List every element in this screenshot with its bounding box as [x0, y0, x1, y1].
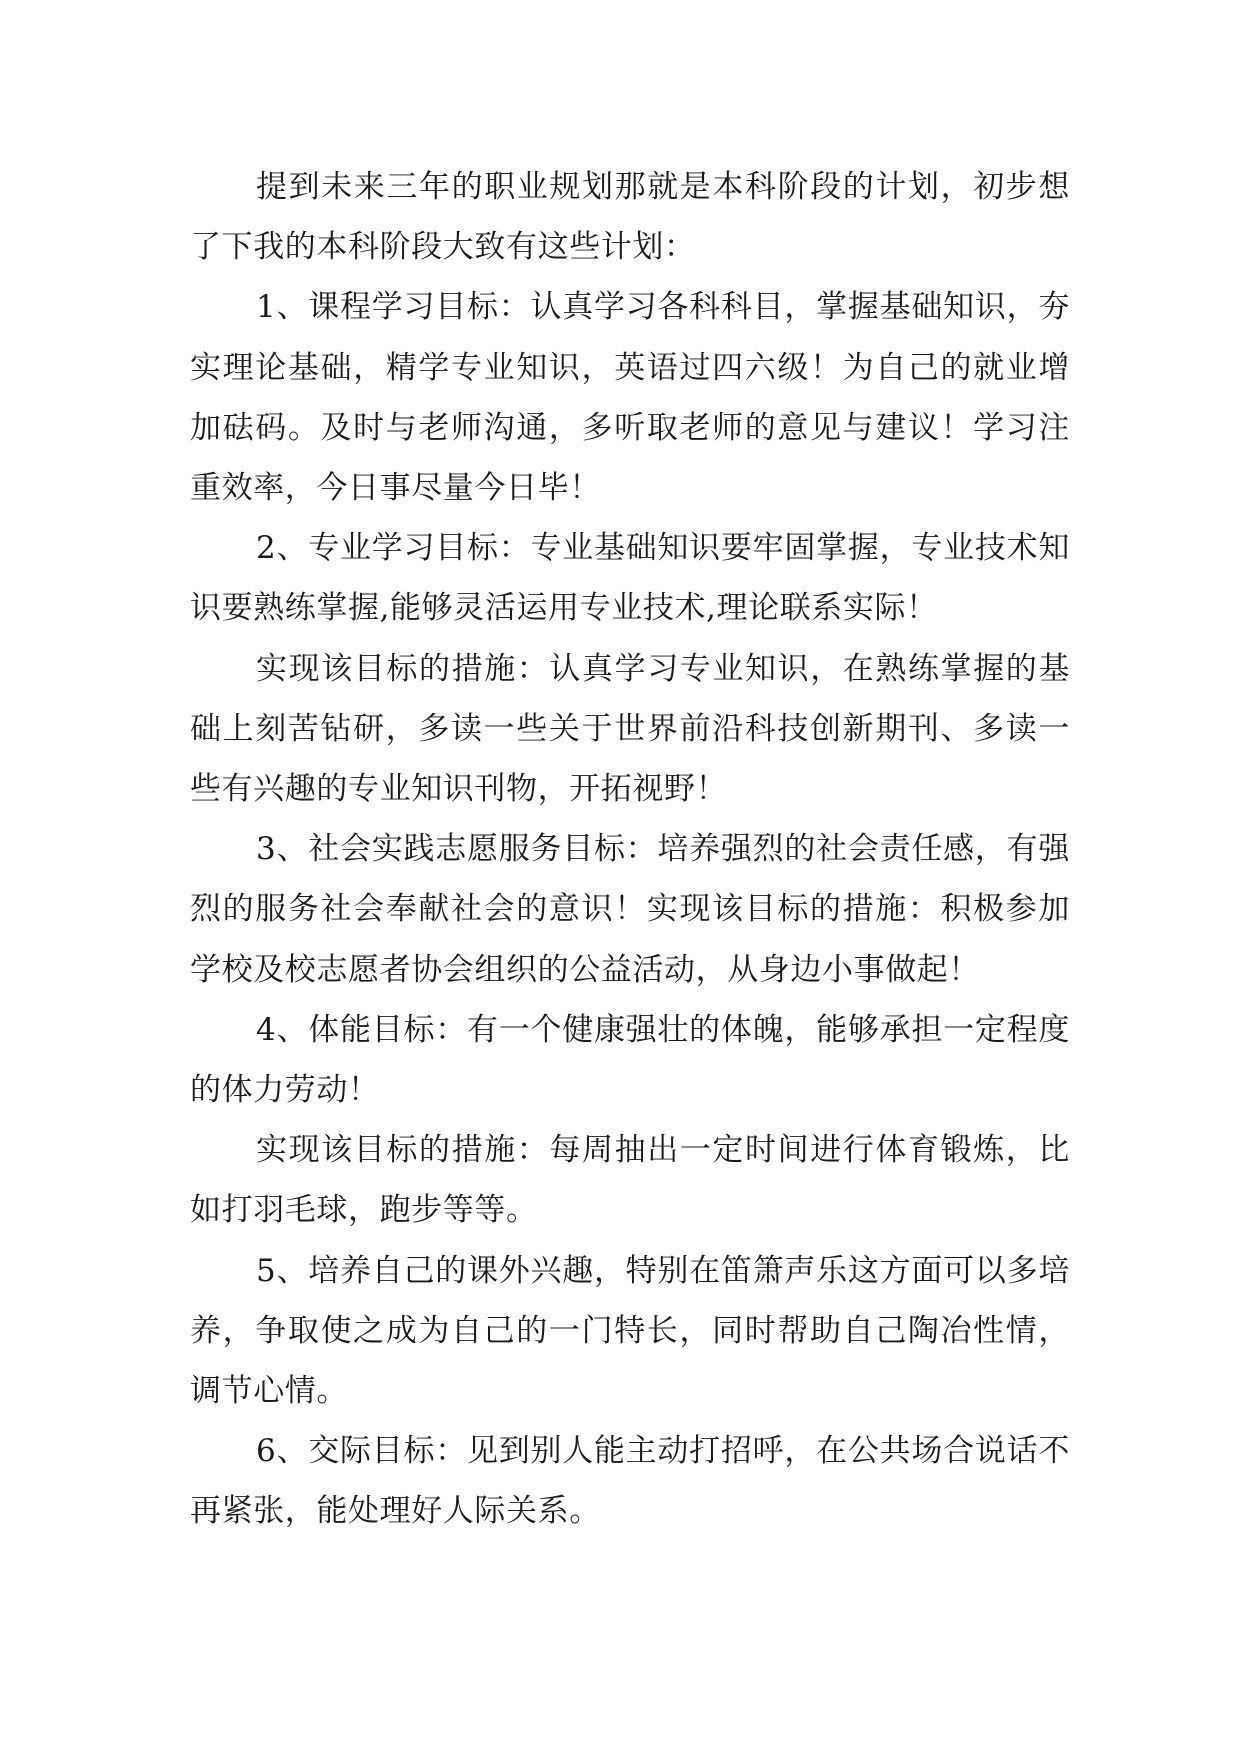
- paragraph-fitness-goal: 4、体能目标：有一个健康强壮的体魄，能够承担一定程度的体力劳动！: [190, 1011, 1070, 1109]
- paragraph-social-practice-goal: 3、社会实践志愿服务目标：培养强烈的社会责任感，有强烈的服务社会奉献社会的意识！实现该目标的措施：积极参加学校及校志愿者协会组织的公益活动，从身边小事做起！: [190, 831, 1070, 988]
- paragraph-social-goal: 6、交际目标：见到别人能主动打招呼，在公共场合说话不再紧张，能处理好人际关系。: [190, 1433, 1070, 1530]
- paragraph-intro: 提到未来三年的职业规划那就是本科阶段的计划，初步想了下我的本科阶段大致有这些计划：: [190, 169, 1070, 266]
- paragraph-fitness-measures: 实现该目标的措施：每周抽出一定时间进行体育锻炼，比如打羽毛球，跑步等等。: [190, 1132, 1070, 1229]
- paragraph-hobby-goal: 5、培养自己的课外兴趣，特别在笛箫声乐这方面可以多培养，争取使之成为自己的一门特长，同时帮助自己陶冶性情，调节心情。: [190, 1252, 1070, 1410]
- paragraph-professional-study-measures: 实现该目标的措施：认真学习专业知识，在熟练掌握的基础上刻苦钻研，多读一些关于世界前沿科技创新期刊、多读一些有兴趣的专业知识刊物，开拓视野！: [190, 650, 1070, 808]
- document-body: [190, 157, 1070, 1542]
- paragraph-course-study-goal: 1、课程学习目标：认真学习各科科目，掌握基础知识，夯实理论基础，精学专业知识，英语过四六级！为自己的就业增加砝码。及时与老师沟通，多听取老师的意见与建议！学习注重效率，今日事尽量今日毕！: [190, 289, 1070, 507]
- paragraph-professional-study-goal: 2、专业学习目标：专业基础知识要牢固掌握，专业技术知识要熟练掌握,能够灵活运用专业技术,理论联系实际！: [190, 530, 1070, 627]
